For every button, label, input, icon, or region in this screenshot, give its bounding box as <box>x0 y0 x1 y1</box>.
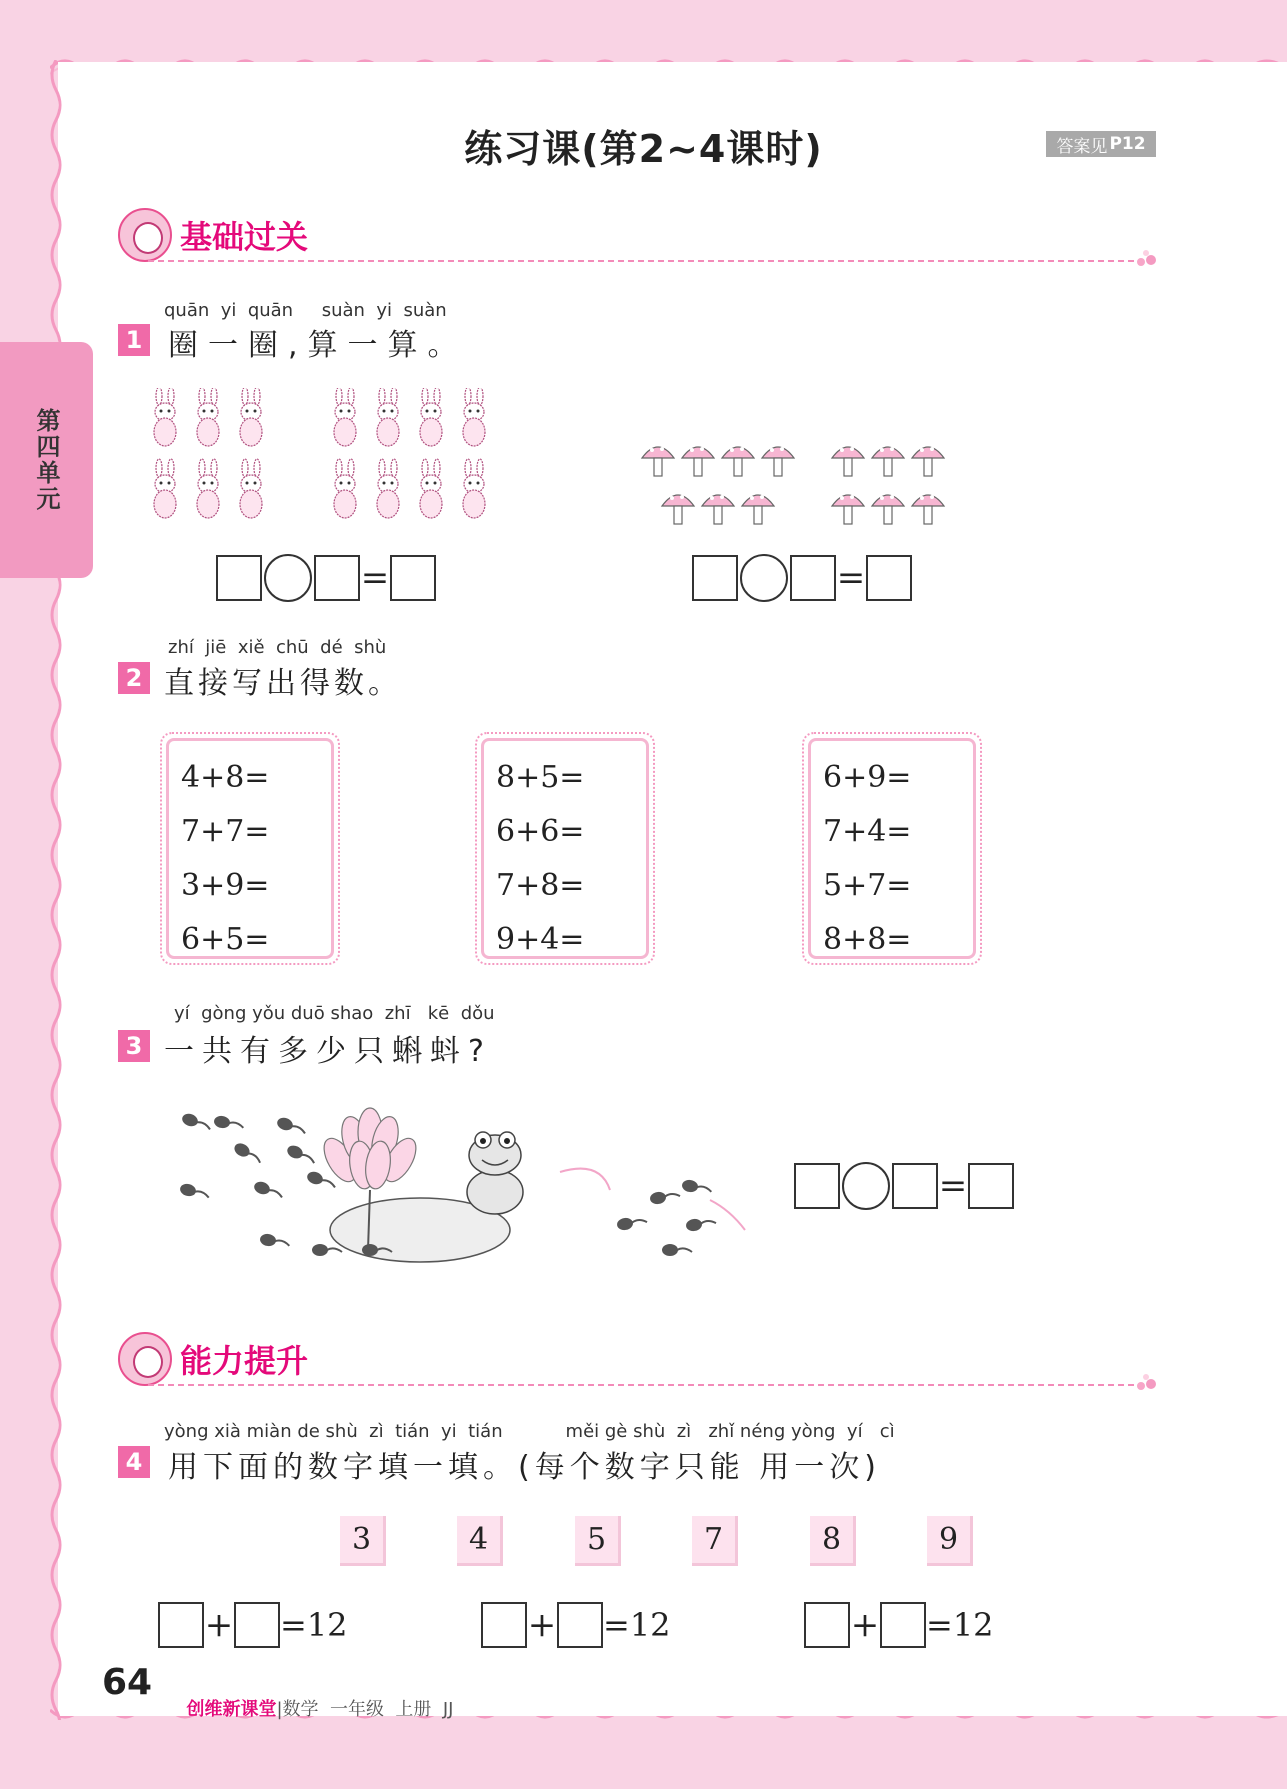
calc-item[interactable]: 5+7= <box>823 868 912 903</box>
mushroom-icon <box>832 447 864 476</box>
number-card[interactable]: 7 <box>692 1516 738 1566</box>
section-divider <box>148 1384 1144 1386</box>
unit-tab <box>0 342 93 578</box>
tadpole-icon <box>180 1112 212 1134</box>
q2-number: 2 <box>118 662 150 694</box>
equals-sign: = <box>836 558 866 598</box>
tadpole-icon <box>232 1141 264 1166</box>
operator-circle[interactable] <box>740 554 788 602</box>
answer-box[interactable] <box>866 555 912 601</box>
section-advanced-header <box>118 1332 1158 1388</box>
calc-item[interactable]: 8+8= <box>823 922 912 957</box>
q1-equation-right <box>692 554 912 602</box>
q4-equation-3 <box>804 1602 994 1648</box>
tadpole-icon <box>259 1233 291 1250</box>
answer-box[interactable] <box>804 1602 850 1648</box>
mushroom-icon <box>912 447 944 476</box>
calc-item[interactable]: 4+8= <box>181 760 270 795</box>
q3-text: 一共有多少只蝌蚪? <box>164 1034 492 1069</box>
answer-box[interactable] <box>790 555 836 601</box>
q2-pinyin: zhí jiē xiě chū dé shù <box>168 637 387 658</box>
answer-ref-prefix: 答案见 <box>1056 136 1108 157</box>
plus-sign: + <box>204 1605 234 1645</box>
tadpole-icon <box>285 1143 317 1167</box>
tadpole-icon <box>685 1215 717 1232</box>
unit-tab-label: 第四单元 <box>32 408 60 512</box>
answer-box[interactable] <box>216 555 262 601</box>
answer-box[interactable] <box>234 1602 280 1648</box>
number-card[interactable]: 8 <box>810 1516 856 1566</box>
rabbit-icon <box>420 459 442 518</box>
answer-reference <box>1046 131 1156 157</box>
q4-text: 用下面的数字填一填。(每个数字只能 用一次) <box>168 1450 881 1485</box>
q1-pinyin: quān yi quān suàn yi suàn <box>164 300 447 321</box>
tadpole-icon <box>275 1116 307 1138</box>
tadpole-icon <box>649 1188 681 1205</box>
equals-sign: = <box>938 1166 968 1206</box>
calc-item[interactable]: 6+6= <box>496 814 585 849</box>
mushrooms-illustration <box>640 440 950 540</box>
rabbits-illustration <box>150 388 510 538</box>
answer-box[interactable] <box>968 1163 1014 1209</box>
calc-item[interactable]: 7+7= <box>181 814 270 849</box>
mushroom-icon <box>682 447 714 476</box>
section-basic-title: 基础过关 <box>180 218 309 256</box>
answer-box[interactable] <box>557 1602 603 1648</box>
rabbit-icon <box>154 459 176 518</box>
answer-box[interactable] <box>481 1602 527 1648</box>
tadpole-icon <box>681 1179 713 1196</box>
mushroom-icon <box>642 447 674 476</box>
operator-circle[interactable] <box>264 554 312 602</box>
plus-sign: + <box>850 1605 880 1645</box>
tadpole-icon <box>179 1182 211 1201</box>
q1-equation-left <box>216 554 436 602</box>
mushroom-icon <box>722 447 754 476</box>
answer-box[interactable] <box>880 1602 926 1648</box>
answer-box[interactable] <box>158 1602 204 1648</box>
equals-sign: = <box>360 558 390 598</box>
footer-brand: 创维新课堂 <box>186 1699 277 1720</box>
mushroom-icon <box>702 495 734 524</box>
plus-sign: + <box>527 1605 557 1645</box>
calc-box-3 <box>802 732 982 965</box>
section-advanced-title: 能力提升 <box>180 1342 309 1380</box>
footer-details: |数学 一年级 上册 JJ <box>276 1699 454 1720</box>
tadpole-icon <box>252 1180 284 1202</box>
rabbit-icon <box>420 388 442 446</box>
tadpole-icon <box>662 1244 692 1256</box>
water-ripple <box>560 1169 610 1190</box>
page-title: 练习课(第2~4课时) <box>464 127 823 171</box>
q3-equation <box>794 1162 1014 1210</box>
q1-number: 1 <box>118 324 150 356</box>
number-card[interactable]: 4 <box>457 1516 503 1566</box>
tadpole-icon <box>305 1170 337 1192</box>
mushroom-icon <box>872 495 904 524</box>
mushroom-icon <box>742 495 774 524</box>
answer-box[interactable] <box>314 555 360 601</box>
footer-info <box>175 1674 453 1721</box>
equals-twelve: =12 <box>926 1606 994 1644</box>
rabbit-icon <box>240 459 262 518</box>
number-card[interactable]: 9 <box>927 1516 973 1566</box>
number-card[interactable]: 5 <box>575 1516 621 1566</box>
tadpole-icon <box>312 1244 342 1256</box>
rabbit-icon <box>463 459 485 518</box>
calc-item[interactable]: 9+4= <box>496 922 585 957</box>
mushroom-icon <box>762 447 794 476</box>
answer-box[interactable] <box>794 1163 840 1209</box>
number-card[interactable]: 3 <box>340 1516 386 1566</box>
rabbit-icon <box>240 388 262 446</box>
rabbit-icon <box>377 388 399 446</box>
dots-icon <box>1136 1374 1158 1392</box>
mushroom-icon <box>912 495 944 524</box>
mushroom-icon <box>872 447 904 476</box>
q2-text: 直接写出得数。 <box>164 666 402 701</box>
tadpole-icon <box>213 1115 245 1132</box>
q4-equation-2 <box>481 1602 671 1648</box>
q3-pinyin: yí gòng yǒu duō shao zhī kē dǒu <box>174 1003 495 1024</box>
rabbit-icon <box>377 459 399 518</box>
answer-box[interactable] <box>390 555 436 601</box>
calc-item[interactable]: 7+4= <box>823 814 912 849</box>
calc-item[interactable]: 3+9= <box>181 868 270 903</box>
calc-item[interactable]: 6+9= <box>823 760 912 795</box>
mushroom-icon <box>832 495 864 524</box>
wave-border-left <box>44 60 68 1720</box>
mushroom-icon <box>662 495 694 524</box>
page-number: 64 <box>102 1662 153 1703</box>
calc-item[interactable]: 8+5= <box>496 760 585 795</box>
section-basic-header <box>118 208 1158 264</box>
rabbit-icon <box>197 388 219 446</box>
answer-ref-page: P12 <box>1109 134 1146 154</box>
q3-number: 3 <box>118 1030 150 1062</box>
q1-text: 圈一圈,算一算。 <box>168 328 468 363</box>
pond-illustration <box>170 1100 750 1280</box>
q4-pinyin: yòng xià miàn de shù zì tián yi tián měi gè shù zì zhǐ néng yòng yí cì <box>164 1421 895 1442</box>
rabbit-icon <box>463 388 485 446</box>
equals-twelve: =12 <box>603 1606 671 1644</box>
calc-box-2 <box>475 732 655 965</box>
q4-number: 4 <box>118 1446 150 1478</box>
equals-twelve: =12 <box>280 1606 348 1644</box>
dots-icon <box>1136 250 1158 268</box>
rabbit-icon <box>154 388 176 446</box>
q4-equation-1 <box>158 1602 348 1648</box>
rabbit-icon <box>197 459 219 518</box>
section-divider <box>148 260 1144 262</box>
rabbit-icon <box>334 388 356 446</box>
operator-circle[interactable] <box>842 1162 890 1210</box>
calc-box-1 <box>160 732 340 965</box>
rabbit-icon <box>334 459 356 518</box>
mascot-icon <box>118 1332 172 1386</box>
mascot-icon <box>118 208 172 262</box>
calc-item[interactable]: 7+8= <box>496 868 585 903</box>
calc-item[interactable]: 6+5= <box>181 922 270 957</box>
frog-icon <box>467 1132 523 1214</box>
answer-box[interactable] <box>692 555 738 601</box>
answer-box[interactable] <box>892 1163 938 1209</box>
water-ripple <box>710 1200 745 1230</box>
tadpole-icon <box>616 1214 648 1231</box>
